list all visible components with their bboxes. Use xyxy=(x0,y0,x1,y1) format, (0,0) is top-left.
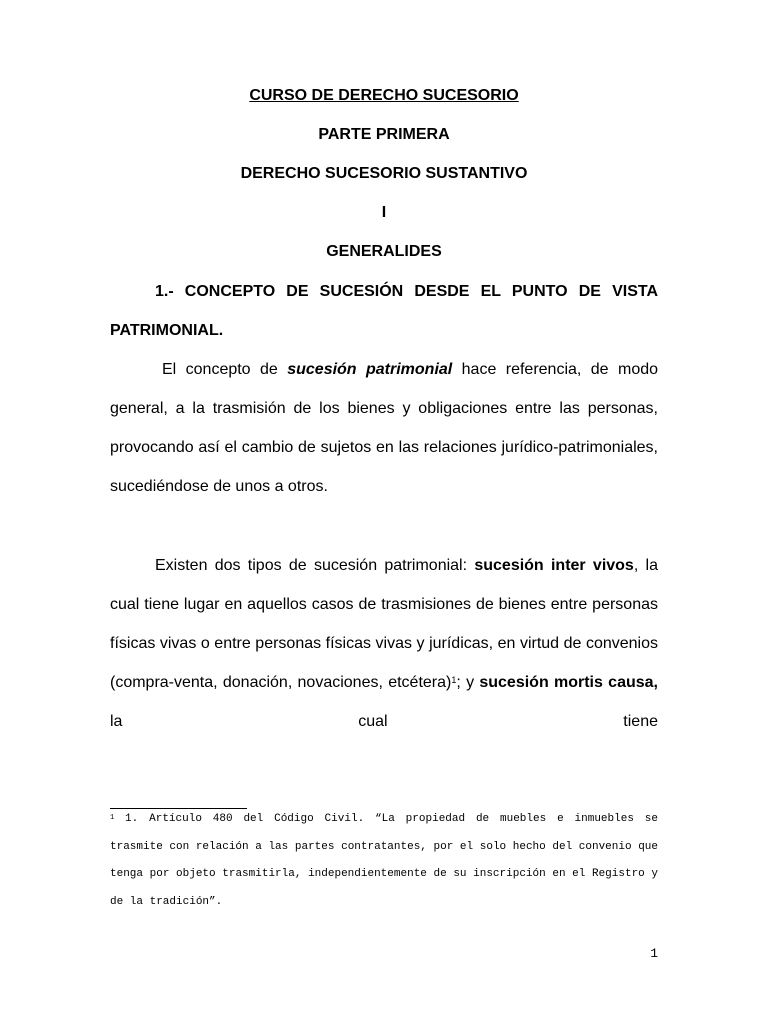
footnote xyxy=(110,806,658,917)
emphasis-term: sucesión patrimonial xyxy=(287,361,453,378)
course-title: CURSO DE DERECHO SUCESORIO xyxy=(249,87,519,104)
paragraph-text: Existen dos tipos de sucesión patrimonial: xyxy=(155,557,475,574)
footnote-marker: 1 xyxy=(110,814,115,822)
subtitle-heading: DERECHO SUCESORIO SUSTANTIVO xyxy=(240,165,528,182)
page-number: 1 xyxy=(650,946,658,961)
chapter-title: GENERALIDES xyxy=(326,243,442,260)
bold-term-inter-vivos: sucesión inter vivos xyxy=(474,557,634,574)
paragraph-types xyxy=(110,546,658,741)
paragraph-text: El concepto de xyxy=(162,361,288,378)
chapter-numeral: I xyxy=(381,204,387,221)
part-heading: PARTE PRIMERA xyxy=(318,126,450,143)
paragraph-concept xyxy=(110,350,658,506)
paragraph-text: , la cual tiene lugar en aquellos casos de trasmisiones de bienes entre personas físicas vivas o entre personas físicas vivas y jurídicas, en virtud de convenios (compra-venta, donación, novaciones, etcétera) xyxy=(110,557,659,691)
bold-term-mortis-causa: sucesión mortis causa, xyxy=(479,674,658,691)
footnote-text: 1. Artículo 480 del Código Civil. “La propiedad de muebles e inmuebles se trasmite con relación a las partes contratantes, por el solo hecho del convenio que tenga por objeto trasmitirla, independientemente de su inscripción en el Registro y de la tradición”. xyxy=(110,813,658,909)
section-title: 1.- CONCEPTO DE SUCESIÓN DESDE EL PUNTO DE VISTA PATRIMONIAL. xyxy=(110,283,658,339)
paragraph-text: ; y xyxy=(456,674,480,691)
footnote-reference[interactable]: 1 xyxy=(451,675,457,685)
paragraph-text: la cual tiene xyxy=(110,713,658,730)
paragraph-text: hace referencia, de modo general, a la trasmisión de los bienes y obligaciones entre las personas, provocando así el cambio de sujetos en las relaciones jurídico-patrimoniales, sucediéndose de unos a otros. xyxy=(110,361,659,495)
